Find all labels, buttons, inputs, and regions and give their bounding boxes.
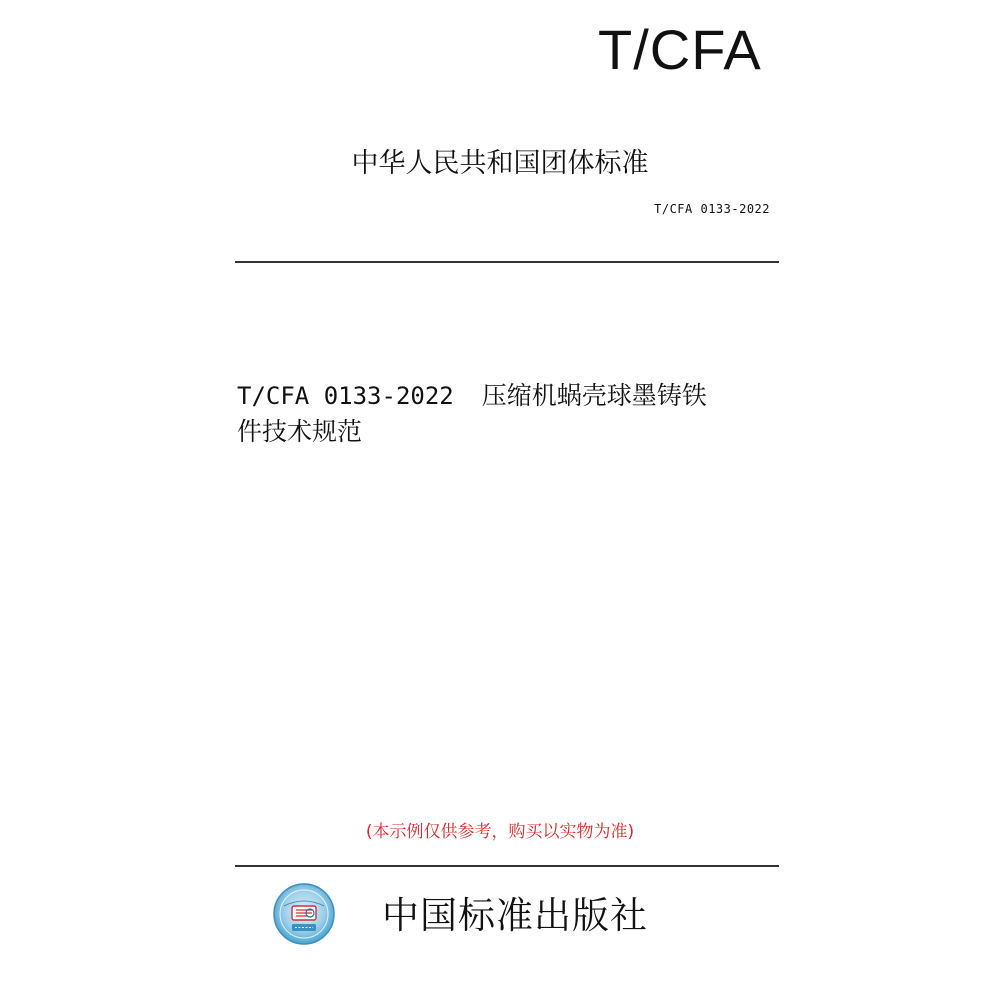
document-title-line2: 件技术规范 <box>237 417 363 446</box>
standards-press-seal-icon <box>272 882 336 946</box>
standard-prefix-large: T/CFA <box>598 18 762 81</box>
document-title-line1: 压缩机蜗壳球墨铸铁 <box>481 381 707 410</box>
group-standard-heading: 中华人民共和国团体标准 <box>351 148 649 179</box>
seal-graphic <box>272 882 336 946</box>
standard-number: T/CFA 0133-2022 <box>654 202 770 216</box>
bottom-divider <box>235 865 779 867</box>
document-title <box>237 378 787 450</box>
publisher-name: 中国标准出版社 <box>382 894 648 937</box>
document-title-code: T/CFA 0133-2022 <box>237 382 454 410</box>
top-divider <box>235 261 779 263</box>
sample-disclaimer: (本示例仅供参考，购买以实物为准) <box>365 822 635 842</box>
